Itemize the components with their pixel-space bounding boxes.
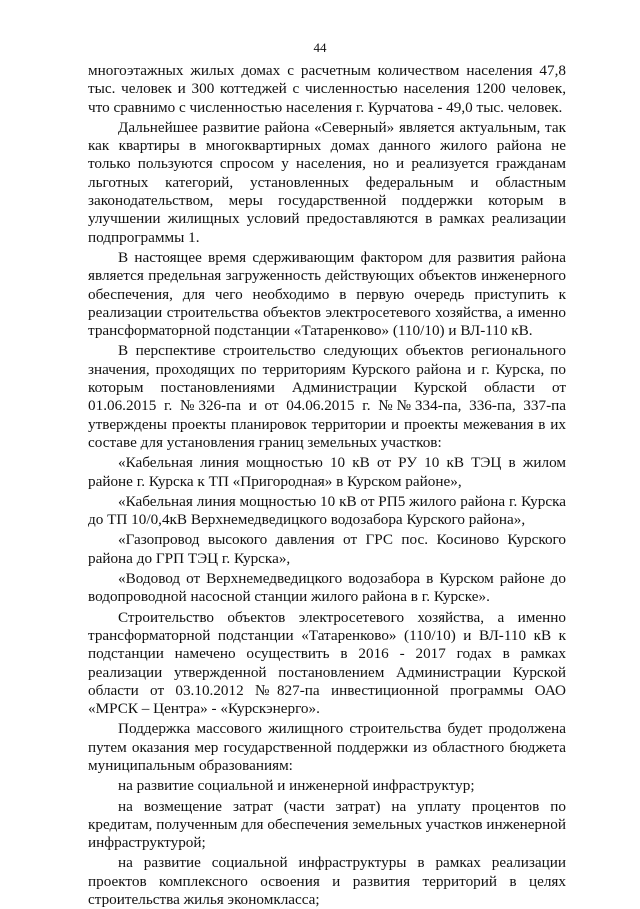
paragraph-north-district: Дальнейшее развитие района «Северный» является актуальным, так как квартиры в многоквартирных домах данного жилого района не только пользуются спросом у населения, но и реализуется гражданам льготных категорий, установленных федеральным и областным законодательством, меры государственной поддержки которым в улучшении жилищных условий предоставляются в рамках реализации подпрограммы 1. xyxy=(88,118,566,246)
paragraph-grid-construction: Строительство объектов электросетевого хозяйства, а именно трансформаторной подстанции «Татаренково» (110/10) и ВЛ-110 кВ к подстанции намечено осуществить в 2016 - 2017 годах в рамках реализации утвержденной постановлением Администрации Курской области от 03.10.2012 №827-па инвестиционной программы ОАО «МРСК – Центра» - «Курскэнерго». xyxy=(88,608,566,718)
list-item-cable-line-2: «Кабельная линия мощностью 10 кВ от РП5 жилого района г. Курска до ТП 10/0,4кВ Верхнемедведицкого водозабора Курского района», xyxy=(88,492,566,529)
list-item-infrastructure: на развитие социальной и инженерной инфраструктур; xyxy=(118,777,475,795)
list-item-cable-line-1: «Кабельная линия мощностью 10 кВ от РУ 10 кВ ТЭЦ в жилом районе г. Курска к ТП «Пригородная» в Курском районе», xyxy=(88,454,566,490)
page-number: 44 xyxy=(313,40,327,55)
paragraph-regional-objects: В перспективе строительство следующих объектов регионального значения, проходящих по территориям Курского района и г. Курска, по которым постановлениями Администрации Курской области от 01.06.2015 г. №326-па и от 04.06.2015 г. №№334-па, 336-па, 337-па утверждены проекты планировок территории и проекты межевания в их составе для установления границ земельных участков: xyxy=(88,342,566,451)
list-item-social-infrastructure: на развитие социальной инфраструктуры в рамках реализации проектов комплексного освоения и развития территорий в целях строительства жилья экономкласса; xyxy=(88,854,566,909)
paragraph-continuation: многоэтажных жилых домах с расчетным количеством населения 47,8 тыс. человек и 300 коттеджей с численностью населения 1200 человек, что сравнимо с численностью населения г. Курчатова - 49,0 тыс. человек. xyxy=(88,62,566,116)
list-item-loan-compensation: на возмещение затрат (части затрат) на уплату процентов по кредитам, полученным для обеспечения земельных участков инженерной инфраструктурой; xyxy=(88,797,566,852)
list-item-gas-pipeline: «Газопровод высокого давления от ГРС пос. Косиново Курского района до ГРП ТЭЦ г. Курска», xyxy=(88,531,566,567)
paragraph-state-support: Поддержка массового жилищного строительства будет продолжена путем оказания мер государственной поддержки из областного бюджета муниципальным образованиям: xyxy=(88,720,566,774)
paragraph-constraint-factor: В настоящее время сдерживающим фактором для развития района является предельная загруженность действующих объектов инженерного обеспечения, для чего необходимо в первую очередь приступить к реализации строительства объектов электросетевого хозяйства, а именно трансформаторной подстанции «Татаренково» (110/10) и ВЛ-110 кВ. xyxy=(88,248,566,340)
document-body xyxy=(88,62,566,909)
list-item-water-pipeline: «Водовод от Верхнемедведицкого водозабора в Курском районе до водопроводной насосной станции жилого района в г. Курске». xyxy=(88,570,566,606)
